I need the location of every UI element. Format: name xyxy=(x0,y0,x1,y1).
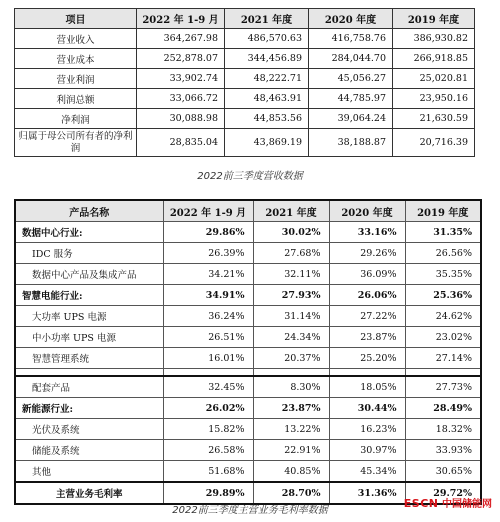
row-label: 净利润 xyxy=(15,109,137,129)
table-header-row xyxy=(15,200,481,222)
table-cell: 34.21% xyxy=(163,264,253,285)
table-cell: 24.62% xyxy=(405,306,481,327)
row-label: IDC 服务 xyxy=(15,243,163,264)
column-header: 产品名称 xyxy=(15,200,163,222)
table-cell: 21,630.59 xyxy=(393,109,475,129)
table-row xyxy=(15,306,481,327)
table-cell: 23.87% xyxy=(329,327,405,348)
table-cell: 38,188.87 xyxy=(309,129,393,157)
table-cell: 44,853.56 xyxy=(225,109,309,129)
table-cell: 39,064.24 xyxy=(309,109,393,129)
logo-text-latin: ESCN xyxy=(403,497,439,510)
table-cell: 16.23% xyxy=(329,419,405,440)
table-row xyxy=(15,398,481,419)
table-cell: 36.09% xyxy=(329,264,405,285)
table-cell: 20,716.39 xyxy=(393,129,475,157)
table-caption: 2022前三季度主营业务毛利率数据 xyxy=(172,505,328,516)
table-cell: 22.91% xyxy=(253,440,329,461)
category-label: 数据中心行业: xyxy=(15,222,163,243)
table-cell: 27.93% xyxy=(253,285,329,306)
table-row xyxy=(15,419,481,440)
revenue-table xyxy=(14,8,475,157)
table-row xyxy=(15,129,475,157)
column-header: 2021 年度 xyxy=(253,200,329,222)
table-header-row xyxy=(15,9,475,29)
table-cell: 33.16% xyxy=(329,222,405,243)
gap-cell xyxy=(163,369,253,377)
table-cell: 24.34% xyxy=(253,327,329,348)
category-label: 新能源行业: xyxy=(15,398,163,419)
gap-cell xyxy=(253,369,329,377)
table-cell: 30,088.98 xyxy=(137,109,225,129)
row-label: 智慧管理系统 xyxy=(15,348,163,369)
table-row xyxy=(15,285,481,306)
gap-cell xyxy=(405,369,481,377)
table-cell: 252,878.07 xyxy=(137,49,225,69)
row-label: 营业收入 xyxy=(15,29,137,49)
table-cell: 30.44% xyxy=(329,398,405,419)
table-cell: 386,930.82 xyxy=(393,29,475,49)
table-row xyxy=(15,348,481,369)
row-label: 归属于母公司所有者的净利润 xyxy=(15,129,137,157)
table-cell: 28.49% xyxy=(405,398,481,419)
table-cell: 344,456.89 xyxy=(225,49,309,69)
table-cell: 26.39% xyxy=(163,243,253,264)
table-cell: 23.02% xyxy=(405,327,481,348)
table-row xyxy=(15,243,481,264)
table-row xyxy=(15,440,481,461)
table-cell: 25,020.81 xyxy=(393,69,475,89)
column-header: 2022 年 1-9 月 xyxy=(163,200,253,222)
table-cell: 27.14% xyxy=(405,348,481,369)
table-caption: 2022前三季度营收数据 xyxy=(197,171,303,182)
logo-text-chinese: 中国储能网 xyxy=(442,499,492,510)
table-cell: 45.34% xyxy=(329,461,405,483)
row-label: 利润总额 xyxy=(15,89,137,109)
column-header: 项目 xyxy=(15,9,137,29)
table-cell: 25.36% xyxy=(405,285,481,306)
column-header: 2019 年度 xyxy=(393,9,475,29)
table-cell: 30.02% xyxy=(253,222,329,243)
table-cell: 31.14% xyxy=(253,306,329,327)
table-cell: 27.22% xyxy=(329,306,405,327)
table-cell: 51.68% xyxy=(163,461,253,483)
table-row xyxy=(15,69,475,89)
table-cell: 48,222.71 xyxy=(225,69,309,89)
table-cell: 18.05% xyxy=(329,376,405,398)
gap-cell xyxy=(329,369,405,377)
row-label: 光伏及系统 xyxy=(15,419,163,440)
column-header: 2021 年度 xyxy=(225,9,309,29)
table-cell: 44,785.97 xyxy=(309,89,393,109)
row-label: 中小功率 UPS 电源 xyxy=(15,327,163,348)
table-cell: 30.65% xyxy=(405,461,481,483)
table-cell: 36.24% xyxy=(163,306,253,327)
table-cell: 27.73% xyxy=(405,376,481,398)
table-gap-row xyxy=(15,369,481,377)
table-cell: 16.01% xyxy=(163,348,253,369)
gross-margin-table xyxy=(14,199,482,505)
table-cell: 40.85% xyxy=(253,461,329,483)
table-cell: 45,056.27 xyxy=(309,69,393,89)
table-row xyxy=(15,327,481,348)
table-row xyxy=(15,109,475,129)
row-label: 其他 xyxy=(15,461,163,483)
table-cell: 29.72% xyxy=(405,482,481,504)
table-cell: 33,066.72 xyxy=(137,89,225,109)
table-cell: 364,267.98 xyxy=(137,29,225,49)
table-cell: 29.89% xyxy=(163,482,253,504)
gap-cell xyxy=(15,369,163,377)
table-cell: 26.02% xyxy=(163,398,253,419)
table-cell: 26.56% xyxy=(405,243,481,264)
row-label: 数据中心产品及集成产品 xyxy=(15,264,163,285)
column-header: 2019 年度 xyxy=(405,200,481,222)
table-cell: 26.58% xyxy=(163,440,253,461)
table-cell: 18.32% xyxy=(405,419,481,440)
table-cell: 32.45% xyxy=(163,376,253,398)
table-cell: 27.68% xyxy=(253,243,329,264)
table-cell: 31.36% xyxy=(329,482,405,504)
table-cell: 20.37% xyxy=(253,348,329,369)
table-cell: 15.82% xyxy=(163,419,253,440)
table-row xyxy=(15,49,475,69)
table-cell: 43,869.19 xyxy=(225,129,309,157)
table-cell: 26.06% xyxy=(329,285,405,306)
row-label: 大功率 UPS 电源 xyxy=(15,306,163,327)
table-cell: 8.30% xyxy=(253,376,329,398)
watermark-logo xyxy=(404,495,492,510)
table-row xyxy=(15,222,481,243)
total-label: 主营业务毛利率 xyxy=(15,482,163,504)
table-cell: 34.91% xyxy=(163,285,253,306)
table-cell: 416,758.76 xyxy=(309,29,393,49)
table-cell: 33,902.74 xyxy=(137,69,225,89)
table-cell: 28,835.04 xyxy=(137,129,225,157)
table-cell: 13.22% xyxy=(253,419,329,440)
row-label: 配套产品 xyxy=(15,376,163,398)
table-cell: 29.86% xyxy=(163,222,253,243)
table-cell: 284,044.70 xyxy=(309,49,393,69)
row-label: 营业成本 xyxy=(15,49,137,69)
column-header: 2022 年 1-9 月 xyxy=(137,9,225,29)
table-row xyxy=(15,29,475,49)
column-header: 2020 年度 xyxy=(309,9,393,29)
table-cell: 23.87% xyxy=(253,398,329,419)
table-cell: 33.93% xyxy=(405,440,481,461)
table-row xyxy=(15,89,475,109)
table-cell: 31.35% xyxy=(405,222,481,243)
table-cell: 35.35% xyxy=(405,264,481,285)
table-cell: 30.97% xyxy=(329,440,405,461)
column-header: 2020 年度 xyxy=(329,200,405,222)
table-cell: 32.11% xyxy=(253,264,329,285)
table-cell: 486,570.63 xyxy=(225,29,309,49)
row-label: 储能及系统 xyxy=(15,440,163,461)
table-cell: 28.70% xyxy=(253,482,329,504)
table-cell: 266,918.85 xyxy=(393,49,475,69)
category-label: 智慧电能行业: xyxy=(15,285,163,306)
table-cell: 26.51% xyxy=(163,327,253,348)
table-cell: 23,950.16 xyxy=(393,89,475,109)
table-row xyxy=(15,376,481,398)
table-cell: 29.26% xyxy=(329,243,405,264)
table-row xyxy=(15,461,481,483)
table-row xyxy=(15,264,481,285)
row-label: 营业利润 xyxy=(15,69,137,89)
table-cell: 25.20% xyxy=(329,348,405,369)
table-cell: 48,463.91 xyxy=(225,89,309,109)
